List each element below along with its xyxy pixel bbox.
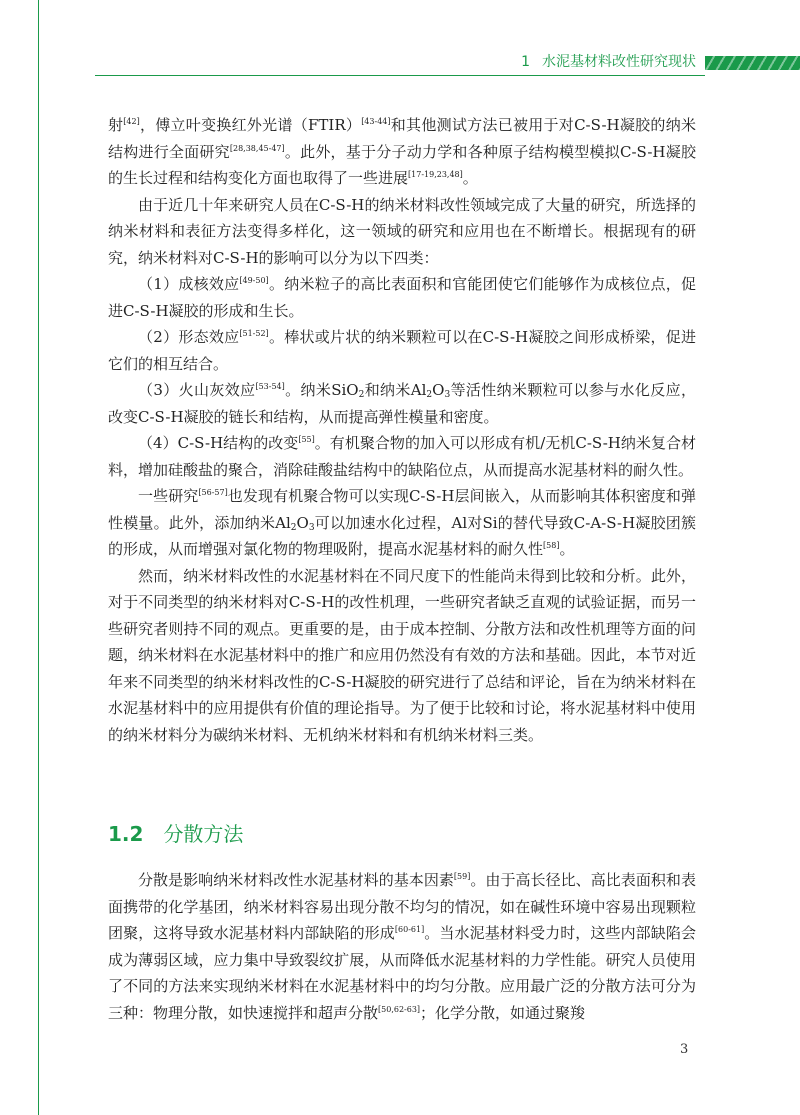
paragraph — [108, 324, 696, 377]
page-number: 3 — [680, 1042, 689, 1057]
page-edge-line — [38, 0, 39, 1115]
subscript: 3 — [444, 390, 451, 400]
paragraph — [108, 377, 696, 430]
text-run: 。当水泥基材料受力时，这些内部缺陷会成为薄弱区域，应力集中导致裂纹扩展，从而降低水泥基材料的力学性能。研究人员使用了不同的方法来实现纳米材料在水泥基材料中的均匀分散。应用最广泛的分散方法可分为三种：物理分散，如快速搅拌和超声分散 — [108, 924, 696, 1022]
text-run: O — [432, 381, 445, 399]
paragraph — [108, 112, 696, 192]
paragraph — [108, 867, 696, 1026]
text-run: （3）火山灰效应 — [138, 381, 256, 399]
header-decorative-bar — [705, 56, 800, 70]
text-run: 。纳米粒子的高比表面积和官能团使它们能够作为成核位点，促进C-S-H凝胶的形成和生长。 — [108, 275, 696, 320]
citation: [17-19,23,48] — [408, 170, 463, 179]
text-run: 和纳米Al — [364, 381, 427, 399]
text-run: O — [296, 513, 309, 532]
subscript: 3 — [308, 522, 315, 533]
header-chapter-number: 1 — [521, 54, 530, 70]
text-run: ；化学分散，如通过聚羧 — [420, 1003, 586, 1022]
section-number: 1.2 — [108, 822, 144, 846]
paragraph — [108, 483, 696, 563]
citation: [43-44] — [361, 117, 391, 126]
text-run: 等活性纳米颗粒可以参与水化反应，改变C-S-H凝胶的链长和结构，从而提高弹性模量和密度。 — [108, 381, 697, 426]
citation: [58] — [543, 541, 560, 550]
text-run: 然而，纳米材料改性的水泥基材料在不同尺度下的性能尚未得到比较和分析。此外，对于不同类型的纳米材料对C-S-H的改性机理，一些研究者缺乏直观的试验证据，而另一些研究者则持不同的观点。更重要的是，由于成本控制、分散方法和改性机理等方面的问题，纳米材料在水泥基材料中的推广和应用仍然没有有效的方法和基础。因此，本节对近年来不同类型的纳米材料改性的C-S-H凝胶的研究进行了总结和评论，旨在为纳米材料在水泥基材料中的应用提供有价值的理论指导。为了便于比较和讨论，将水泥基材料中使用的纳米材料分为碳纳米材料、无机纳米材料和有机纳米材料三类。 — [108, 566, 696, 744]
citation: [55] — [298, 435, 315, 444]
citation: [28,38,45-47] — [229, 143, 285, 153]
citation: [50,62-63] — [378, 1004, 421, 1014]
subscript: 2 — [358, 390, 365, 400]
citation: [42] — [123, 117, 140, 126]
text-run: 。由于高长径比、高比表面积和表面携带的化学基团，纳米材料容易出现分散不均匀的情况，如在碱性环境中容易出现颗粒团聚，这将导致水泥基材料内部缺陷的形成 — [108, 871, 696, 942]
citation: [60-61] — [394, 925, 425, 934]
citation: [49-50] — [239, 276, 269, 285]
subscript: 2 — [426, 390, 433, 400]
text-run: ，傅立叶变换红外光谱（FTIR） — [139, 116, 362, 134]
body-text-upper — [108, 112, 696, 748]
text-run: （1）成核效应 — [138, 275, 240, 293]
paragraph — [108, 430, 696, 483]
citation: [56-57] — [198, 488, 228, 497]
text-run: 。纳米SiO — [284, 381, 359, 399]
citation: [51-52] — [239, 329, 269, 338]
header-rule — [95, 75, 705, 76]
text-run: 和其他测试方法已被用于对C-S-H凝胶的纳米结构进行全面研究 — [108, 116, 696, 161]
text-run: 。此外，基于分子动力学和各种原子结构模型模拟C-S-H凝胶的生长过程和结构变化方面也取得了一些进展 — [108, 142, 696, 187]
text-run: 分散是影响纳米材料改性水泥基材料的基本因素 — [138, 871, 454, 889]
text-run: （4）C-S-H结构的改变 — [138, 434, 299, 452]
text-run: （2）形态效应 — [138, 328, 240, 346]
section-heading — [108, 818, 243, 847]
paragraph — [108, 271, 696, 324]
header-chapter — [521, 52, 696, 72]
citation: [59] — [453, 872, 471, 881]
running-header — [95, 52, 800, 72]
paragraph — [108, 192, 696, 272]
text-run: 。 — [559, 540, 575, 558]
citation: [53-54] — [255, 382, 285, 391]
subscript: 2 — [290, 522, 297, 533]
section-title: 分散方法 — [163, 822, 244, 846]
text-run: 。棒状或片状的纳米颗粒可以在C-S-H凝胶之间形成桥梁，促进它们的相互结合。 — [108, 328, 696, 373]
text-run: 也发现有机聚合物可以实现C-S-H层间嵌入，从而影响其体积密度和弹性模量。此外，添加纳米Al — [108, 487, 696, 532]
paragraph — [108, 563, 696, 749]
text-run: 。 — [462, 169, 478, 187]
text-run: 射 — [108, 116, 124, 134]
body-text-lower — [108, 867, 696, 1026]
text-run: 可以加速水化过程，Al对Si的替代导致C-A-S-H凝胶团簇的形成，从而增强对氯化物的物理吸附，提高水泥基材料的耐久性 — [108, 513, 696, 558]
text-run: 由于近几十年来研究人员在C-S-H的纳米材料改性领域完成了大量的研究，所选择的纳米材料和表征方法变得多样化，这一领域的研究和应用也在不断增长。根据现有的研究，纳米材料对C-S-H的影响可以分为以下四类： — [108, 195, 696, 267]
text-run: 。有机聚合物的加入可以形成有机/无机C-S-H纳米复合材料，增加硅酸盐的聚合，消除硅酸盐结构中的缺陷位点，从而提高水泥基材料的耐久性。 — [108, 434, 696, 479]
header-chapter-title: 水泥基材料改性研究现状 — [542, 54, 696, 70]
text-run: 一些研究 — [138, 487, 199, 505]
